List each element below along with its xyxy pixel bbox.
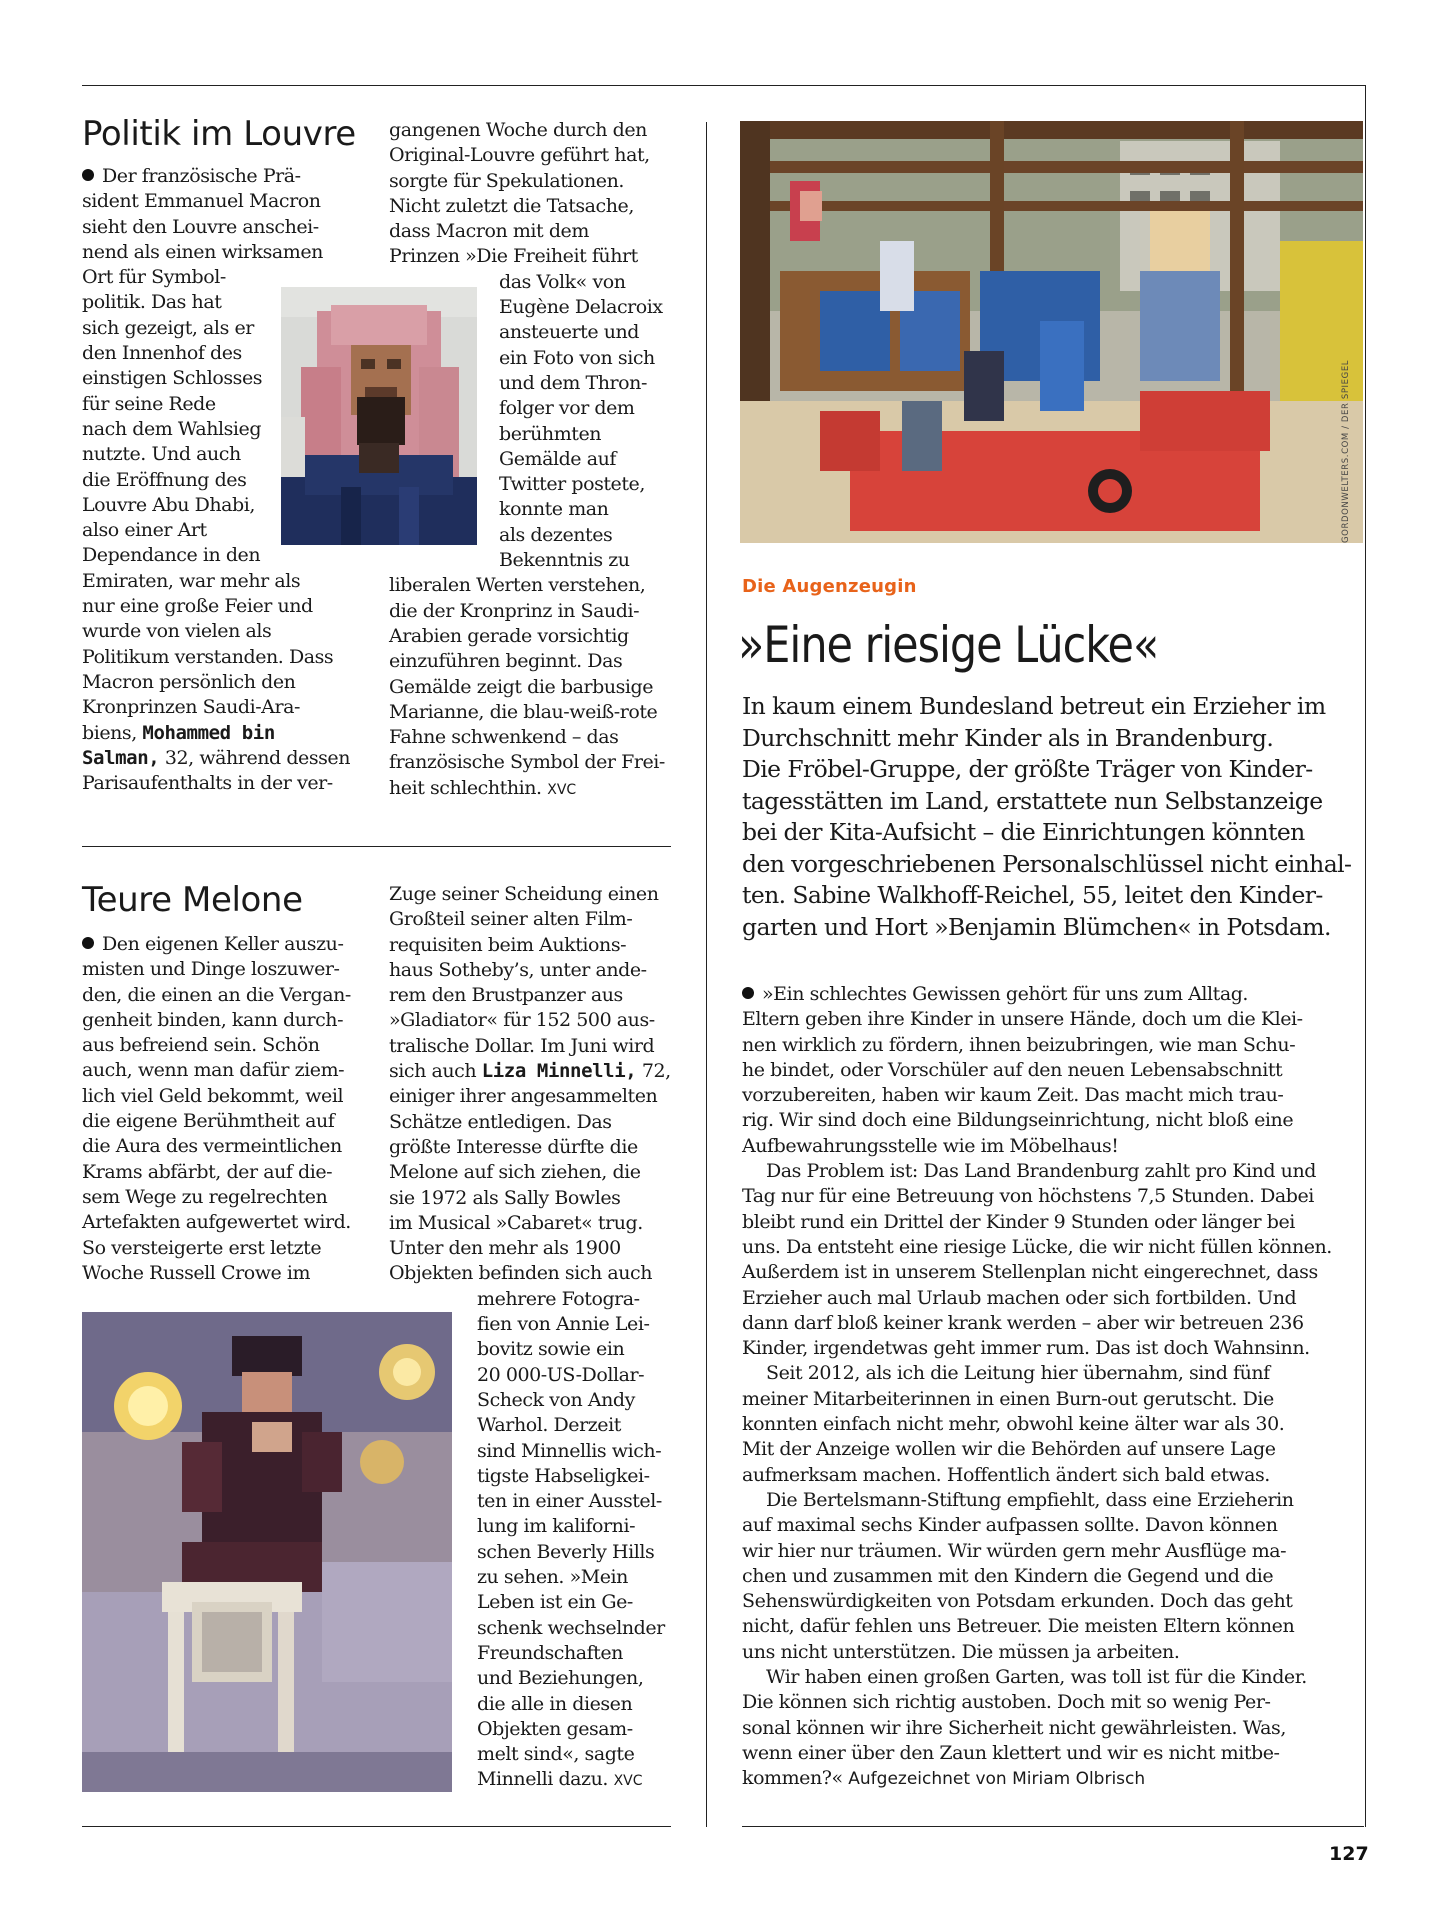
column-divider-rule [706,122,707,1827]
text-line: ansteuerte und [499,321,640,344]
text-line: als dezentes [499,523,613,546]
text-line: heit schlechthin. XVC [389,776,577,799]
text-line: Das Problem ist: Das Land Brandenburg zahlt pro Kind und [766,1160,1316,1183]
photo-credit: GORDONWELTERS.COM / DER SPIEGEL [1341,359,1351,543]
text-line: Tag nur für eine Betreuung von höchstens 7,5 Stunden. Dabei [742,1185,1314,1208]
text-line: Leben ist ein Ge- [477,1591,633,1614]
text-line: Kinder, irgendetwas geht immer rum. Das ist doch Wahnsinn. [742,1337,1310,1360]
author-signature: XVC [613,1773,643,1790]
text-line: schenk wechselnder [477,1616,665,1639]
text-line: französische Symbol der Frei- [389,751,665,774]
text-line: Emiraten, war mehr als [82,569,301,592]
politik-headline: Politik im Louvre [82,114,356,154]
text-line: mehrere Fotogra- [477,1287,640,1310]
text-line: Politikum verstanden. Dass [82,645,334,668]
text-line: schen Beverly Hills [477,1540,655,1563]
text-line: sonal können wir ihre Sicherheit nicht gewährleisten. Was, [742,1716,1286,1739]
text-line: Durchschnitt mehr Kinder als in Brandenburg. [742,723,1274,752]
text-line: auch, wenn man dafür ziem- [82,1059,345,1082]
bottom-rule-right [742,1826,1364,1827]
text-line: melt sind«, sagte [477,1743,635,1766]
text-line: Ort für Symbol- [82,266,226,289]
right-margin-rule [1365,85,1366,1827]
text-line: folger vor dem [499,397,635,420]
text-line: den Innenhof des [82,342,242,365]
text-line: Mit der Anzeige wollen wir die Behörden auf unsere Lage [742,1438,1276,1461]
text-line: garten und Hort »Benjamin Blümchen« in Potsdam. [742,912,1331,941]
text-line: Prinzen »Die Freiheit führt [389,245,638,268]
text-line: Melone auf sich ziehen, die [389,1161,641,1184]
text-line: rem den Brustpanzer aus [389,984,623,1007]
politik-column-2 [389,118,665,803]
kindergarten-scene [740,121,1363,543]
text-line: haus Sotheby’s, unter ande- [389,958,647,981]
text-line: Freundschaften [477,1641,623,1664]
text-line: Die Fröbel-Gruppe, der größte Träger von Kinder- [742,755,1313,783]
person-name: Salman, [82,746,160,769]
interview-kicker: Die Augenzeugin [742,576,917,597]
text-line: Wir haben einen großen Garten, was toll ist für die Kinder. [766,1666,1307,1689]
text-line: bovitz sowie ein [477,1338,625,1361]
text-line: sich auch Liza Minnelli, 72, [389,1060,671,1083]
text-line: einzuführen beginnt. Das [389,650,623,673]
text-line: politik. Das hat [82,291,222,314]
text-line: tralische Dollar. Im Juni wird [389,1034,655,1057]
text-line: das Volk« von [499,270,626,293]
interview-body [742,982,1332,1793]
text-line: »Ein schlechtes Gewissen gehört für uns zum Alltag. [742,982,1332,1007]
text-line: nen wirklich zu fördern, ihnen beizubringen, wie man Schu- [742,1033,1296,1056]
text-line: den vorgeschriebenen Personalschlüssel nicht einhal- [742,849,1352,878]
text-line: Artefakten aufgewertet wird. [82,1211,351,1234]
bullet-icon [82,937,94,949]
text-line: zu sehen. »Mein [477,1566,628,1589]
text-line: biens, Mohammed bin [82,721,275,744]
text-line: und dem Thron- [499,371,647,394]
text-line: berühmten [499,422,602,445]
text-line: die Aura des vermeintlichen [82,1135,342,1158]
text-line: Arabien gerade vorsichtig [389,624,629,647]
text-line: also einer Art [82,519,207,542]
text-line: Die Bertelsmann-Stiftung empfiehlt, dass eine Erzieherin [766,1488,1294,1511]
text-line: Parisaufenthalts in der ver- [82,772,333,795]
text-line: lich viel Geld bekommt, weil [82,1084,344,1107]
text-line: wenn einer über den Zaun klettert und wir es nicht mitbe- [742,1741,1280,1764]
text-line: meiner Mitarbeiterinnen in einen Burn-out gerutscht. Die [742,1387,1274,1410]
text-line: einstigen Schlosses [82,367,263,390]
text-line: nach dem Wahlsieg [82,417,262,440]
text-line: Warhol. Derzeit [477,1414,621,1437]
text-line: nutzte. Und auch [82,443,241,466]
text-line: Objekten befinden sich auch [389,1262,653,1285]
text-line: Original-Louvre geführt hat, [389,144,650,167]
text-line: sich gezeigt, als er [82,316,254,339]
text-line: kommen?« Aufgezeichnet von Miriam Olbrisch [742,1767,1146,1790]
text-line: tigste Habseligkei- [477,1464,650,1487]
text-line: die der Kronprinz in Saudi- [389,599,640,622]
text-line: Sehenswürdigkeiten von Potsdam erkunden. Doch das geht [742,1590,1293,1613]
text-line: liberalen Werten verstehen, [389,574,646,597]
text-line: ein Foto von sich [499,346,655,369]
text-line: Nicht zuletzt die Tatsache, [389,194,634,217]
text-line: Gemälde auf [499,447,616,470]
bottom-rule-left [82,1826,671,1827]
text-line: und Beziehungen, [477,1667,644,1690]
text-line: ten in einer Ausstel- [477,1490,662,1513]
text-line: rig. Wir sind doch eine Bildungseinrichtung, nicht bloß eine [742,1109,1294,1132]
text-line: auf maximal sechs Kinder aufpassen sollte. Davon können [742,1514,1278,1537]
text-line: dann darf bloß keiner krank werden – aber wir betreuen 236 [742,1311,1304,1334]
text-line: sind Minnellis wich- [477,1439,662,1462]
text-line: chen und zusammen mit den Kindern die Gegend und die [742,1564,1274,1587]
text-line: den, die einen an die Vergan- [82,983,351,1006]
text-line: Scheck von Andy [477,1388,635,1411]
text-line: die eigene Berühmtheit auf [82,1110,335,1133]
bullet-icon [742,987,754,999]
person-name: Liza Minnelli, [481,1060,637,1083]
text-line: lung im kaliforni- [477,1515,636,1538]
text-line: Marianne, die blau-weiß-rote [389,700,658,723]
author-signature: XVC [547,781,577,798]
text-line: Zuge seiner Scheidung einen [389,883,659,905]
melone-column-2 [389,882,671,1795]
text-line: vorzubereiten, haben wir kaum Zeit. Das macht mich trau- [742,1084,1284,1107]
text-line: Krams abfärbt, der auf die- [82,1160,333,1183]
text-line: 20 000-US-Dollar- [477,1363,645,1386]
text-line: aufmerksam machen. Hoffentlich ändert sich bald etwas. [742,1463,1270,1486]
text-line: einiger ihrer angesammelten [389,1085,658,1108]
text-line: Louvre Abu Dhabi, [82,493,255,516]
interview-teaser [742,691,1351,943]
text-line: sident Emmanuel Macron [82,190,321,213]
text-line: sem Wege zu regelrechten [82,1185,328,1208]
text-line: Fahne schwenkend – das [389,726,619,749]
text-line: größte Interesse dürfte die [389,1135,638,1158]
text-line: Bekenntnis zu [499,549,630,572]
text-line: Gemälde zeigt die barbusige [389,675,654,698]
text-line: wurde von vielen als [82,620,272,643]
page-number: 127 [1329,1843,1369,1865]
text-line: wir hier nur träumen. Wir würden gern mehr Ausflüge ma- [742,1539,1287,1562]
text-line: Minnelli dazu. XVC [477,1768,643,1791]
text-line: Salman, 32, während dessen [82,746,351,769]
text-line: bleibt rund ein Drittel der Kinder 9 Stunden oder länger bei [742,1210,1295,1233]
text-line: im Musical »Cabaret« trug. [389,1211,643,1234]
text-line: Außerdem ist in unserem Stellenplan nicht eingerechnet, dass [742,1261,1318,1284]
text-line: In kaum einem Bundesland betreut ein Erzieher im [742,692,1326,720]
text-line: sorgte für Spekulationen. [389,169,624,192]
text-line: die Eröffnung des [82,468,247,491]
text-line: requisiten beim Auktions- [389,933,627,956]
person-name: Mohammed bin [142,721,275,744]
text-line: nend als einen wirksamen [82,240,323,263]
text-line: uns. Da entsteht eine riesige Lücke, die wir nicht füllen können. [742,1235,1332,1258]
section-divider-rule [82,846,671,847]
text-line: bei der Kita-Aufsicht – die Einrichtungen könnten [742,818,1305,846]
melone-column-1 [82,932,351,1286]
text-line: So versteigerte erst letzte [82,1236,322,1259]
text-line: Seit 2012, als ich die Leitung hier übernahm, sind fünf [766,1362,1270,1385]
text-line: konnte man [499,498,609,521]
text-line: Aufbewahrungsstelle wie im Möbelhaus! [742,1134,1119,1157]
text-line: ten. Sabine Walkhoff-Reichel, 55, leitet den Kinder- [742,881,1323,909]
text-line: Der französische Prä- [82,164,350,189]
bullet-icon [82,169,94,181]
interview-byline: Aufgezeichnet von Miriam Olbrisch [848,1769,1146,1790]
text-line: genheit binden, kann durch- [82,1008,344,1031]
kindergarten-photo [740,121,1363,543]
text-line: misten und Dinge loszuwer- [82,958,340,981]
text-line: fien von Annie Lei- [477,1313,650,1336]
text-line: Eltern geben ihre Kinder in unsere Hände, doch um die Klei- [742,1008,1303,1031]
text-line: »Gladiator« für 152 500 aus- [389,1009,655,1032]
text-line: Woche Russell Crowe im [82,1261,311,1284]
text-line: tagesstätten im Land, erstattete nun Selbstanzeige [742,786,1323,815]
text-line: Dependance in den [82,544,261,567]
text-line: dass Macron mit dem [389,220,589,243]
text-line: Die können sich richtig austoben. Doch mit so wenig Per- [742,1691,1271,1714]
interview-title: »Eine riesige Lücke« [738,616,1159,674]
text-line: Schätze entledigen. Das [389,1110,612,1133]
text-line: uns nicht unterstützen. Die müssen ja arbeiten. [742,1640,1180,1663]
text-line: Großteil seiner alten Film- [389,908,633,931]
text-line: sieht den Louvre anschei- [82,215,319,238]
text-line: für seine Rede [82,392,216,415]
text-line: gangenen Woche durch den [389,119,647,141]
text-line: aus befreiend sein. Schön [82,1034,320,1057]
text-line: Twitter postete, [499,473,645,496]
text-line: Eugène Delacroix [499,296,663,319]
text-line: Unter den mehr als 1900 [389,1237,621,1260]
text-line: nicht, dafür fehlen uns Betreuer. Die meisten Eltern können [742,1615,1295,1638]
melone-headline: Teure Melone [82,880,303,920]
text-line: Macron persönlich den [82,670,296,693]
text-line: konnten einfach nicht mehr, obwohl keine älter war als 30. [742,1413,1285,1436]
text-line: sie 1972 als Sally Bowles [389,1186,621,1209]
text-line: Kronprinzen Saudi-Ara- [82,696,300,719]
text-line: Den eigenen Keller auszu- [82,932,351,957]
text-line: nur eine große Feier und [82,595,313,618]
text-line: Objekten gesam- [477,1717,633,1740]
top-rule [82,85,1366,86]
text-line: die alle in diesen [477,1692,633,1715]
text-line: Erzieher auch mal Urlaub machen oder sich fortbilden. Und [742,1286,1297,1309]
text-line: he bindet, oder Vorschüler auf den neuen Lebensabschnitt [742,1058,1283,1081]
